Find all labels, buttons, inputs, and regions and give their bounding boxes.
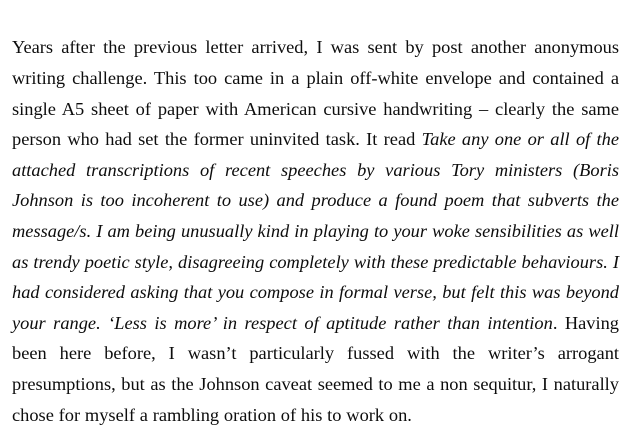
body-paragraph <box>12 32 619 430</box>
paragraph-segment-quoted-letter: Take any one or all of the attached transcriptions of recent speeches by various Tory ministers (Boris Johnson is too incoherent to use) and produce a found poem that subverts the message/s. I am being unusually kind in playing to your woke sensibilities as well as trendy poetic style, disagreeing completely with these predictable behaviours. I had considered asking that you compose in formal verse, but felt this was beyond your range. ‘Less is more’ in respect of aptitude rather than intention <box>12 129 619 333</box>
paragraph-segment-closing: . Having been here before, I wasn’t particularly fussed with the writer’s arrogant presumptions, but as the Johnson caveat seemed to me a non sequitur, I naturally chose for myself a rambling oration of his to work on. <box>12 312 619 425</box>
paragraph-segment-opening: Years after the previous letter arrived, I was sent by post another anonymous writing challenge. This too came in a plain off-white envelope and contained a single A5 sheet of paper with American cursive handwriting – clearly the same person who had set the former uninvited task. It read <box>12 37 619 150</box>
